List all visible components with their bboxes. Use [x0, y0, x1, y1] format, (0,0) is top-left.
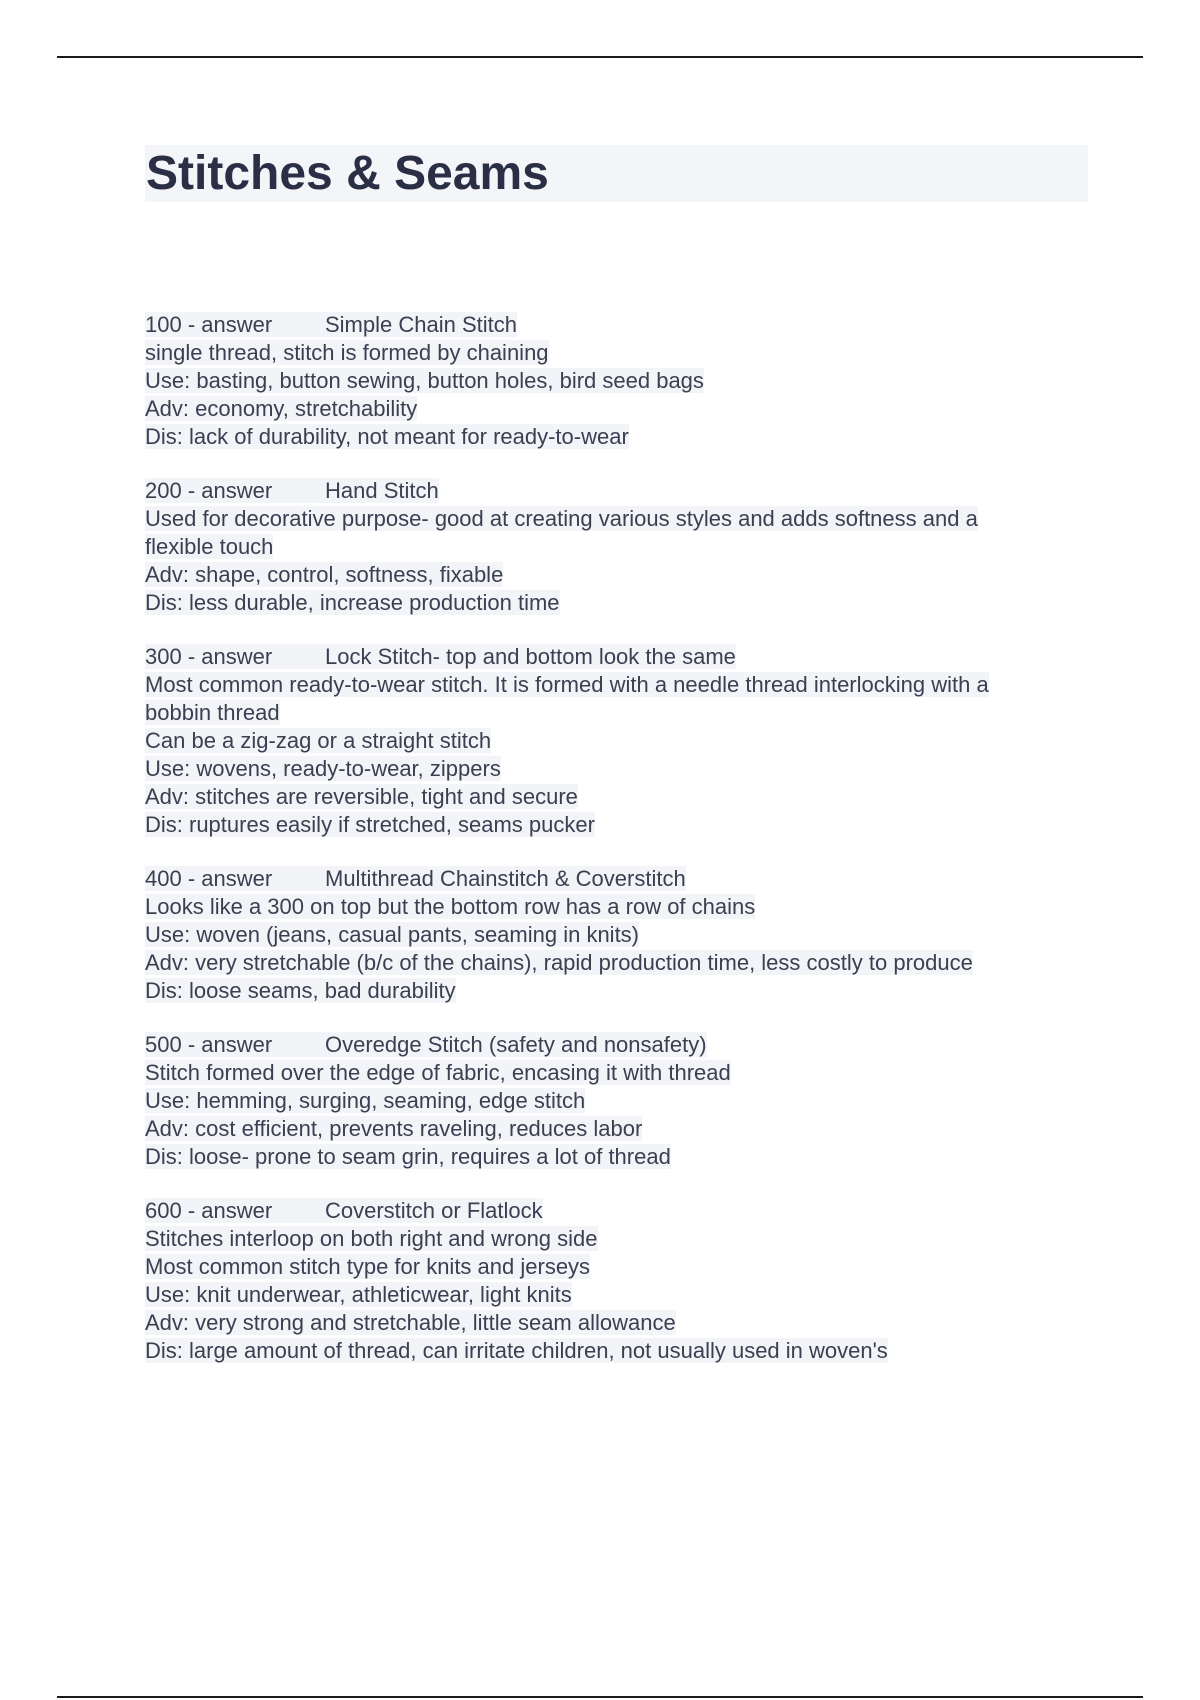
flashcard-term: Coverstitch or Flatlock — [325, 1198, 543, 1223]
flashcard-definition-text: Adv: economy, stretchability — [145, 396, 418, 421]
flashcard-header — [145, 311, 1095, 339]
header-rule — [57, 56, 1143, 58]
flashcard-definition-text: Dis: loose seams, bad durability — [145, 978, 456, 1003]
flashcard-definition-line — [145, 1337, 1095, 1365]
flashcard-definition-text: Adv: very strong and stretchable, little seam allowance — [145, 1310, 676, 1335]
flashcard-definition-line — [145, 1087, 1095, 1115]
flashcard — [145, 477, 1095, 617]
flashcard-header — [145, 1031, 1095, 1059]
flashcard-definition-text: Most common stitch type for knits and jerseys — [145, 1254, 591, 1279]
flashcard-definition-line — [145, 1225, 1095, 1253]
flashcard-label: 100 - answer — [145, 312, 273, 337]
flashcard-definition-text: single thread, stitch is formed by chaining — [145, 340, 549, 365]
flashcard — [145, 1197, 1095, 1365]
flashcard — [145, 643, 1095, 839]
flashcard-definition-text: Looks like a 300 on top but the bottom row has a row of chains — [145, 894, 756, 919]
flashcard-definition-text: Most common ready-to-wear stitch. It is formed with a needle thread interlocking with a — [145, 672, 989, 697]
flashcard — [145, 1031, 1095, 1171]
flashcard-definition-line — [145, 505, 1095, 533]
flashcard-definition-line — [145, 699, 1095, 727]
page-title: Stitches & Seams — [146, 147, 549, 200]
flashcard-definition-line — [145, 589, 1095, 617]
flashcard-definition-text: flexible touch — [145, 534, 274, 559]
flashcard-term: Multithread Chainstitch & Coverstitch — [325, 866, 686, 891]
flashcard-definition-line — [145, 671, 1095, 699]
flashcard-definition-line — [145, 423, 1095, 451]
flashcard-header-highlight — [145, 312, 517, 337]
flashcard-definition-line — [145, 561, 1095, 589]
flashcard-definition-text: bobbin thread — [145, 700, 280, 725]
flashcard-header — [145, 477, 1095, 505]
flashcard-header-highlight — [145, 866, 686, 891]
flashcard-definition-line — [145, 367, 1095, 395]
flashcard-definition-line — [145, 1059, 1095, 1087]
flashcard-definition-line — [145, 893, 1095, 921]
flashcard-label: 200 - answer — [145, 478, 273, 503]
flashcard-list — [145, 311, 1095, 1391]
flashcard-definition-line — [145, 533, 1095, 561]
flashcard-definition-line — [145, 755, 1095, 783]
flashcard-label: 500 - answer — [145, 1032, 273, 1057]
flashcard-definition-line — [145, 977, 1095, 1005]
flashcard-term: Overedge Stitch (safety and nonsafety) — [325, 1032, 707, 1057]
flashcard-header — [145, 865, 1095, 893]
flashcard-definition-line — [145, 811, 1095, 839]
flashcard-label: 300 - answer — [145, 644, 273, 669]
flashcard-label: 400 - answer — [145, 866, 273, 891]
flashcard-definition-text: Use: wovens, ready-to-wear, zippers — [145, 756, 501, 781]
flashcard-definition-line — [145, 783, 1095, 811]
flashcard-definition-text: Use: knit underwear, athleticwear, light knits — [145, 1282, 572, 1307]
flashcard-definition-line — [145, 1143, 1095, 1171]
flashcard-definition-line — [145, 1253, 1095, 1281]
flashcard-definition-text: Dis: lack of durability, not meant for ready-to-wear — [145, 424, 629, 449]
flashcard-definition-text: Dis: large amount of thread, can irritate children, not usually used in woven's — [145, 1338, 888, 1363]
flashcard-definition-line — [145, 1309, 1095, 1337]
flashcard-definition-text: Dis: less durable, increase production time — [145, 590, 560, 615]
flashcard-header — [145, 1197, 1095, 1225]
flashcard-definition-text: Adv: stitches are reversible, tight and secure — [145, 784, 578, 809]
flashcard-definition-line — [145, 921, 1095, 949]
flashcard-definition-text: Use: hemming, surging, seaming, edge stitch — [145, 1088, 586, 1113]
flashcard-definition-text: Can be a zig-zag or a straight stitch — [145, 728, 492, 753]
flashcard-term: Lock Stitch- top and bottom look the same — [325, 644, 736, 669]
flashcard-definition-text: Use: basting, button sewing, button holes, bird seed bags — [145, 368, 704, 393]
flashcard-definition-text: Adv: very stretchable (b/c of the chains), rapid production time, less costly to produce — [145, 950, 973, 975]
flashcard-header — [145, 643, 1095, 671]
flashcard-definition-line — [145, 1281, 1095, 1309]
flashcard-definition-line — [145, 1115, 1095, 1143]
footer-rule — [57, 1696, 1143, 1698]
flashcard-header-highlight — [145, 1198, 543, 1223]
flashcard-header-highlight — [145, 644, 736, 669]
flashcard-definition-text: Stitches interloop on both right and wrong side — [145, 1226, 598, 1251]
flashcard-label: 600 - answer — [145, 1198, 273, 1223]
flashcard — [145, 311, 1095, 451]
flashcard-definition-line — [145, 727, 1095, 755]
flashcard-definition-text: Dis: ruptures easily if stretched, seams pucker — [145, 812, 595, 837]
flashcard-definition-text: Used for decorative purpose- good at creating various styles and adds softness and a — [145, 506, 978, 531]
flashcard-header-highlight — [145, 478, 439, 503]
flashcard-term: Hand Stitch — [325, 478, 439, 503]
flashcard-definition-text: Adv: cost efficient, prevents raveling, reduces labor — [145, 1116, 643, 1141]
flashcard-definition-text: Stitch formed over the edge of fabric, encasing it with thread — [145, 1060, 731, 1085]
flashcard — [145, 865, 1095, 1005]
flashcard-header-highlight — [145, 1032, 707, 1057]
flashcard-definition-line — [145, 339, 1095, 367]
flashcard-definition-line — [145, 949, 1095, 977]
flashcard-definition-text: Adv: shape, control, softness, fixable — [145, 562, 504, 587]
flashcard-definition-line — [145, 395, 1095, 423]
flashcard-definition-text: Dis: loose- prone to seam grin, requires a lot of thread — [145, 1144, 671, 1169]
flashcard-term: Simple Chain Stitch — [325, 312, 517, 337]
flashcard-definition-text: Use: woven (jeans, casual pants, seaming in knits) — [145, 922, 640, 947]
